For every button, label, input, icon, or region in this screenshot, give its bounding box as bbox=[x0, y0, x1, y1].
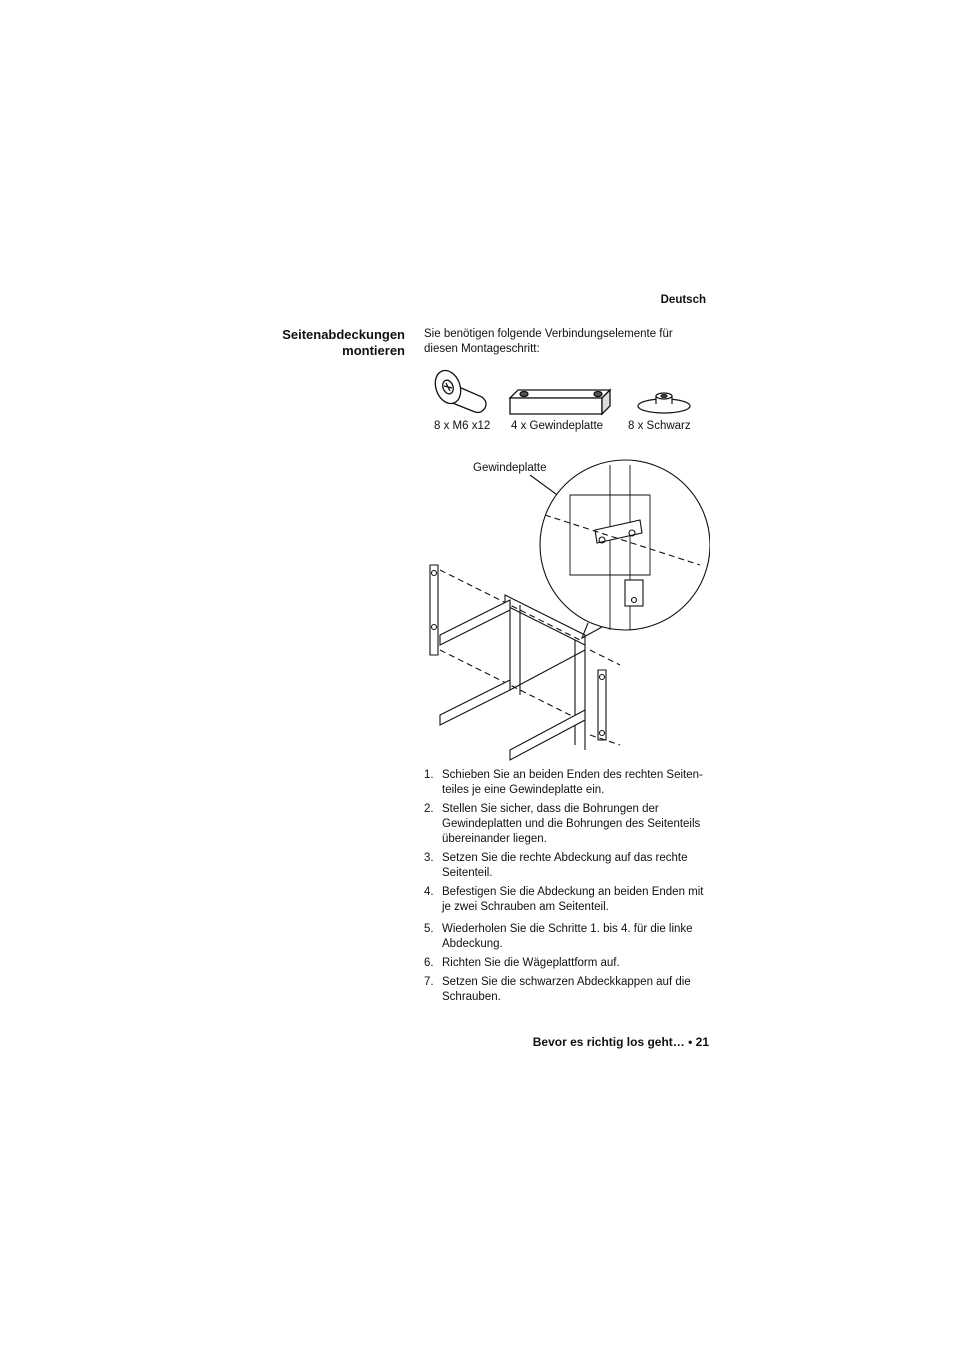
list-item bbox=[424, 956, 714, 971]
callout-label: Gewindeplatte bbox=[473, 462, 547, 474]
instruction-steps bbox=[424, 768, 714, 1009]
intro-text bbox=[424, 327, 714, 356]
step-line: übereinander liegen. bbox=[442, 833, 547, 845]
section-title bbox=[250, 327, 405, 359]
step-number: 1. bbox=[424, 769, 434, 781]
step-line: Wiederholen Sie die Schritte 1. bis 4. für die linke bbox=[442, 923, 693, 935]
step-line: Setzen Sie die rechte Abdeckung auf das rechte bbox=[442, 852, 688, 864]
assembly-drawing bbox=[410, 455, 710, 765]
step-number: 6. bbox=[424, 957, 434, 969]
threaded-plate-icon bbox=[506, 384, 616, 424]
list-item bbox=[424, 922, 714, 952]
step-line: Schieben Sie an beiden Enden des rechten Seiten- bbox=[442, 769, 703, 781]
parts-row bbox=[420, 364, 720, 444]
list-item bbox=[424, 768, 714, 798]
intro-line2: diesen Montageschritt: bbox=[424, 342, 540, 355]
page-footer: Bevor es richtig los geht… • 21 bbox=[532, 1035, 709, 1049]
step-line: Gewindeplatten und die Bohrungen des Seitenteils bbox=[442, 818, 701, 830]
step-number: 5. bbox=[424, 923, 434, 935]
intro-line1: Sie benötigen folgende Verbindungselemente für bbox=[424, 328, 673, 340]
step-line: Seitenteil. bbox=[442, 867, 493, 879]
part-label-screw: 8 x M6 x12 bbox=[434, 420, 491, 432]
step-number: 4. bbox=[424, 886, 434, 898]
step-number: 3. bbox=[424, 852, 434, 864]
screw-icon bbox=[430, 364, 500, 420]
section-title-line1: Seitenabdeckungen bbox=[282, 327, 405, 342]
step-number: 2. bbox=[424, 803, 434, 815]
step-line: Schrauben. bbox=[442, 991, 501, 1003]
list-item bbox=[424, 885, 714, 915]
step-number: 7. bbox=[424, 976, 434, 988]
step-line: Befestigen Sie die Abdeckung an beiden Enden mit bbox=[442, 886, 704, 898]
step-line: Stellen Sie sicher, dass die Bohrungen der bbox=[442, 803, 659, 815]
language-label: Deutsch bbox=[660, 294, 706, 306]
cap-icon bbox=[634, 388, 694, 424]
list-item bbox=[424, 975, 714, 1005]
step-line: teiles je eine Gewindeplatte ein. bbox=[442, 784, 605, 796]
list-item bbox=[424, 802, 714, 847]
assembly-illustration bbox=[410, 455, 710, 765]
part-label-plate: 4 x Gewindeplatte bbox=[511, 420, 604, 432]
step-line: Setzen Sie die schwarzen Abdeckkappen auf die bbox=[442, 976, 691, 988]
step-line: Abdeckung. bbox=[442, 938, 503, 950]
section-title-line2: montieren bbox=[342, 343, 405, 358]
step-line: je zwei Schrauben am Seitenteil. bbox=[442, 901, 609, 913]
list-item bbox=[424, 851, 714, 881]
part-label-cap: 8 x Schwarz bbox=[628, 420, 691, 432]
step-line: Richten Sie die Wägeplattform auf. bbox=[442, 957, 620, 969]
